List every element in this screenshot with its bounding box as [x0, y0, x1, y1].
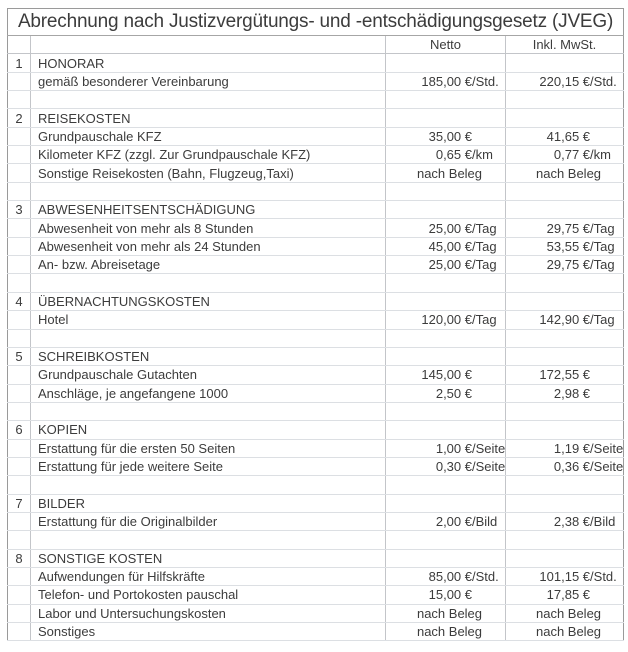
value-amount: 120,00 € — [421, 312, 472, 328]
cell-number — [8, 531, 31, 549]
cell-value — [386, 128, 505, 145]
cell-value — [506, 366, 623, 383]
cell-section-name: REISEKOSTEN — [31, 109, 386, 127]
section-row — [8, 421, 624, 439]
value-amount: 17,85 € — [546, 587, 591, 603]
cell-label: Grundpauschale Gutachten — [31, 366, 386, 384]
item-row — [8, 311, 624, 329]
cell-number — [8, 219, 31, 237]
item-row — [8, 256, 624, 274]
cell-value: nach Beleg — [416, 605, 483, 621]
cell-number — [8, 127, 31, 145]
cell-number — [8, 457, 31, 475]
cell-value — [506, 73, 623, 90]
cell-number — [8, 586, 31, 604]
item-row — [8, 586, 624, 604]
value-unit: /Seite — [590, 459, 624, 475]
cell-mwst — [506, 512, 624, 530]
cell-label: An- bzw. Abreisetage — [31, 256, 386, 274]
section-row — [8, 494, 624, 512]
cell-netto — [386, 292, 506, 310]
cell-value — [506, 440, 623, 457]
cell-netto — [386, 549, 506, 567]
cell-mwst — [506, 347, 624, 365]
cell-netto — [386, 164, 506, 182]
value-amount: 41,65 € — [546, 128, 591, 144]
cell-value — [386, 440, 505, 457]
cell-section-name: ABWESENHEITSENTSCHÄDIGUNG — [31, 201, 386, 219]
cell-mwst — [506, 219, 624, 237]
value-unit: /Std. — [590, 569, 617, 585]
value-amount: 142,90 € — [539, 312, 591, 328]
value-amount: 29,75 € — [546, 257, 591, 273]
cell-section-name: BILDER — [31, 494, 386, 512]
value-unit: /Tag — [590, 312, 615, 328]
cell-number — [8, 439, 31, 457]
cell-netto — [386, 623, 506, 641]
cell-value — [506, 385, 623, 402]
value-unit: /Seite — [590, 440, 624, 456]
cell-mwst — [506, 494, 624, 512]
cell-mwst — [506, 329, 624, 347]
cell-mwst — [506, 311, 624, 329]
item-row — [8, 384, 624, 402]
cell-value — [506, 256, 623, 273]
item-row — [8, 623, 624, 641]
value-amount: 172,55 € — [539, 367, 591, 383]
cell-number — [8, 91, 31, 109]
cell-section-number: 6 — [8, 421, 31, 439]
spacer-row — [8, 91, 624, 109]
cell-label — [31, 329, 386, 347]
cell-section-number: 3 — [8, 201, 31, 219]
cell-section-number: 8 — [8, 549, 31, 567]
page-title: Abrechnung nach Justizvergütungs- und -entschädigungsgesetz (JVEG) — [8, 9, 624, 36]
cell-mwst — [506, 274, 624, 292]
cell-section-number: 5 — [8, 347, 31, 365]
spacer-row — [8, 274, 624, 292]
column-header-netto: Netto — [386, 36, 506, 54]
cell-label: Abwesenheit von mehr als 24 Stunden — [31, 237, 386, 255]
cell-value — [386, 311, 505, 328]
item-row — [8, 512, 624, 530]
value-unit: /km — [590, 147, 611, 163]
cell-label: Aufwendungen für Hilfskräfte — [31, 567, 386, 585]
item-row — [8, 604, 624, 622]
cell-mwst — [506, 292, 624, 310]
cell-mwst — [506, 457, 624, 475]
cell-netto — [386, 567, 506, 585]
cell-netto — [386, 347, 506, 365]
value-amount: 0,36 € — [553, 459, 591, 475]
cell-label — [31, 476, 386, 494]
value-amount: 2,50 € — [435, 385, 472, 401]
title-row — [8, 9, 624, 36]
cell-value — [506, 568, 623, 585]
value-amount: 145,00 € — [421, 367, 472, 383]
cell-label: Hotel — [31, 311, 386, 329]
cell-number — [8, 366, 31, 384]
value-amount: 29,75 € — [546, 220, 591, 236]
value-unit: /Seite — [472, 440, 506, 456]
cell-label — [31, 182, 386, 200]
cell-value: nach Beleg — [535, 624, 602, 640]
cell-label: gemäß besonderer Vereinbarung — [31, 72, 386, 90]
jveg-rate-table — [7, 8, 624, 641]
cell-value — [386, 513, 505, 530]
value-unit: /Bild — [472, 514, 498, 530]
cell-value — [386, 586, 505, 603]
cell-number — [8, 237, 31, 255]
cell-number — [8, 402, 31, 420]
value-unit: /Tag — [590, 257, 615, 273]
cell-label: Erstattung für jede weitere Seite — [31, 457, 386, 475]
value-amount: 85,00 € — [428, 569, 472, 585]
cell-netto — [386, 237, 506, 255]
cell-mwst — [506, 439, 624, 457]
value-unit: /km — [472, 147, 493, 163]
cell-mwst — [506, 164, 624, 182]
value-amount: 53,55 € — [546, 238, 591, 254]
spacer-row — [8, 531, 624, 549]
cell-value — [506, 513, 623, 530]
value-amount: 2,00 € — [435, 514, 472, 530]
cell-number — [8, 146, 31, 164]
cell-netto — [386, 421, 506, 439]
cell-mwst — [506, 182, 624, 200]
cell-value — [386, 220, 505, 237]
value-amount: 2,98 € — [553, 385, 591, 401]
cell-value — [506, 146, 623, 163]
cell-mwst — [506, 604, 624, 622]
cell-value: nach Beleg — [416, 165, 483, 181]
cell-netto — [386, 366, 506, 384]
cell-value — [386, 146, 505, 163]
cell-number — [8, 311, 31, 329]
cell-label — [31, 91, 386, 109]
section-row — [8, 201, 624, 219]
cell-netto — [386, 402, 506, 420]
item-row — [8, 567, 624, 585]
cell-netto — [386, 494, 506, 512]
cell-value — [506, 220, 623, 237]
cell-label: Grundpauschale KFZ — [31, 127, 386, 145]
cell-mwst — [506, 54, 624, 72]
value-amount: 25,00 € — [428, 257, 472, 273]
cell-section-name: KOPIEN — [31, 421, 386, 439]
cell-mwst — [506, 72, 624, 90]
cell-label — [31, 402, 386, 420]
item-row — [8, 457, 624, 475]
cell-netto — [386, 146, 506, 164]
item-row — [8, 237, 624, 255]
section-row — [8, 347, 624, 365]
cell-label: Abwesenheit von mehr als 8 Stunden — [31, 219, 386, 237]
value-amount: 2,38 € — [553, 514, 591, 530]
cell-mwst — [506, 127, 624, 145]
value-amount: 0,30 € — [435, 459, 472, 475]
value-amount: 1,19 € — [553, 440, 591, 456]
cell-section-number: 1 — [8, 54, 31, 72]
cell-mwst — [506, 421, 624, 439]
cell-netto — [386, 182, 506, 200]
cell-mwst — [506, 549, 624, 567]
cell-number — [8, 604, 31, 622]
cell-value: nach Beleg — [416, 624, 483, 640]
cell-value — [386, 568, 505, 585]
cell-value — [386, 238, 505, 255]
cell-value: nach Beleg — [535, 605, 602, 621]
cell-netto — [386, 201, 506, 219]
cell-value — [506, 128, 623, 145]
cell-value — [386, 458, 505, 475]
value-amount: 0,65 € — [435, 147, 472, 163]
cell-mwst — [506, 146, 624, 164]
cell-netto — [386, 476, 506, 494]
cell-number — [8, 256, 31, 274]
jveg-table-body — [8, 9, 624, 641]
cell-number — [8, 512, 31, 530]
cell-netto — [386, 127, 506, 145]
cell-label: Anschläge, je angefangene 1000 — [31, 384, 386, 402]
cell-netto — [386, 54, 506, 72]
spacer-row — [8, 402, 624, 420]
column-header-empty-label — [31, 36, 386, 54]
cell-netto — [386, 586, 506, 604]
cell-section-name: HONORAR — [31, 54, 386, 72]
cell-netto — [386, 274, 506, 292]
value-amount: 185,00 € — [421, 73, 472, 89]
cell-value — [506, 311, 623, 328]
cell-mwst — [506, 623, 624, 641]
value-amount: 1,00 € — [435, 440, 472, 456]
cell-section-number: 4 — [8, 292, 31, 310]
cell-label: Erstattung für die ersten 50 Seiten — [31, 439, 386, 457]
item-row — [8, 219, 624, 237]
cell-value — [386, 256, 505, 273]
item-row — [8, 366, 624, 384]
cell-value — [386, 385, 505, 402]
cell-label: Telefon- und Portokosten pauschal — [31, 586, 386, 604]
cell-netto — [386, 256, 506, 274]
cell-section-name: SCHREIBKOSTEN — [31, 347, 386, 365]
cell-value — [506, 458, 623, 475]
value-unit: /Seite — [472, 459, 506, 475]
value-unit: /Bild — [590, 514, 616, 530]
value-unit: /Std. — [590, 73, 617, 89]
value-amount: 45,00 € — [428, 238, 472, 254]
section-row — [8, 54, 624, 72]
value-amount: 35,00 € — [428, 128, 472, 144]
cell-label: Sonstige Reisekosten (Bahn, Flugzeug,Taxi) — [31, 164, 386, 182]
column-header-empty-nr — [8, 36, 31, 54]
cell-value — [386, 73, 505, 90]
cell-mwst — [506, 531, 624, 549]
value-unit: /Tag — [590, 238, 615, 254]
cell-mwst — [506, 366, 624, 384]
cell-mwst — [506, 256, 624, 274]
cell-mwst — [506, 567, 624, 585]
cell-value — [506, 586, 623, 603]
cell-mwst — [506, 384, 624, 402]
cell-section-number: 7 — [8, 494, 31, 512]
cell-number — [8, 567, 31, 585]
cell-netto — [386, 91, 506, 109]
value-unit: /Std. — [472, 569, 499, 585]
cell-netto — [386, 531, 506, 549]
cell-label — [31, 274, 386, 292]
cell-number — [8, 623, 31, 641]
cell-mwst — [506, 237, 624, 255]
cell-netto — [386, 457, 506, 475]
cell-netto — [386, 219, 506, 237]
spacer-row — [8, 182, 624, 200]
cell-value — [386, 366, 505, 383]
cell-number — [8, 72, 31, 90]
section-row — [8, 292, 624, 310]
value-unit: /Tag — [472, 220, 497, 236]
section-row — [8, 549, 624, 567]
cell-mwst — [506, 476, 624, 494]
value-unit: /Std. — [472, 73, 499, 89]
cell-netto — [386, 384, 506, 402]
item-row — [8, 439, 624, 457]
spacer-row — [8, 329, 624, 347]
item-row — [8, 146, 624, 164]
cell-netto — [386, 439, 506, 457]
cell-number — [8, 384, 31, 402]
item-row — [8, 72, 624, 90]
cell-netto — [386, 72, 506, 90]
cell-mwst — [506, 586, 624, 604]
value-amount: 0,77 € — [553, 147, 591, 163]
cell-section-name: ÜBERNACHTUNGSKOSTEN — [31, 292, 386, 310]
section-row — [8, 109, 624, 127]
value-unit: /Tag — [472, 238, 497, 254]
cell-netto — [386, 329, 506, 347]
cell-number — [8, 274, 31, 292]
cell-netto — [386, 311, 506, 329]
cell-value: nach Beleg — [535, 165, 602, 181]
cell-netto — [386, 512, 506, 530]
cell-number — [8, 182, 31, 200]
cell-mwst — [506, 91, 624, 109]
value-amount: 220,15 € — [539, 73, 591, 89]
cell-section-number: 2 — [8, 109, 31, 127]
cell-netto — [386, 109, 506, 127]
value-amount: 15,00 € — [428, 587, 472, 603]
cell-mwst — [506, 109, 624, 127]
cell-label: Labor und Untersuchungskosten — [31, 604, 386, 622]
column-header-mwst: Inkl. MwSt. — [506, 36, 624, 54]
cell-label: Erstattung für die Originalbilder — [31, 512, 386, 530]
cell-mwst — [506, 201, 624, 219]
cell-number — [8, 476, 31, 494]
value-unit: /Tag — [472, 312, 497, 328]
cell-mwst — [506, 402, 624, 420]
column-header-row — [8, 36, 624, 54]
item-row — [8, 127, 624, 145]
value-unit: /Tag — [590, 220, 615, 236]
value-amount: 101,15 € — [539, 569, 591, 585]
item-row — [8, 164, 624, 182]
cell-value — [506, 238, 623, 255]
value-amount: 25,00 € — [428, 220, 472, 236]
cell-label: Kilometer KFZ (zzgl. Zur Grundpauschale KFZ) — [31, 146, 386, 164]
value-unit: /Tag — [472, 257, 497, 273]
cell-label: Sonstiges — [31, 623, 386, 641]
cell-number — [8, 329, 31, 347]
spacer-row — [8, 476, 624, 494]
cell-netto — [386, 604, 506, 622]
cell-number — [8, 164, 31, 182]
cell-label — [31, 531, 386, 549]
cell-section-name: SONSTIGE KOSTEN — [31, 549, 386, 567]
